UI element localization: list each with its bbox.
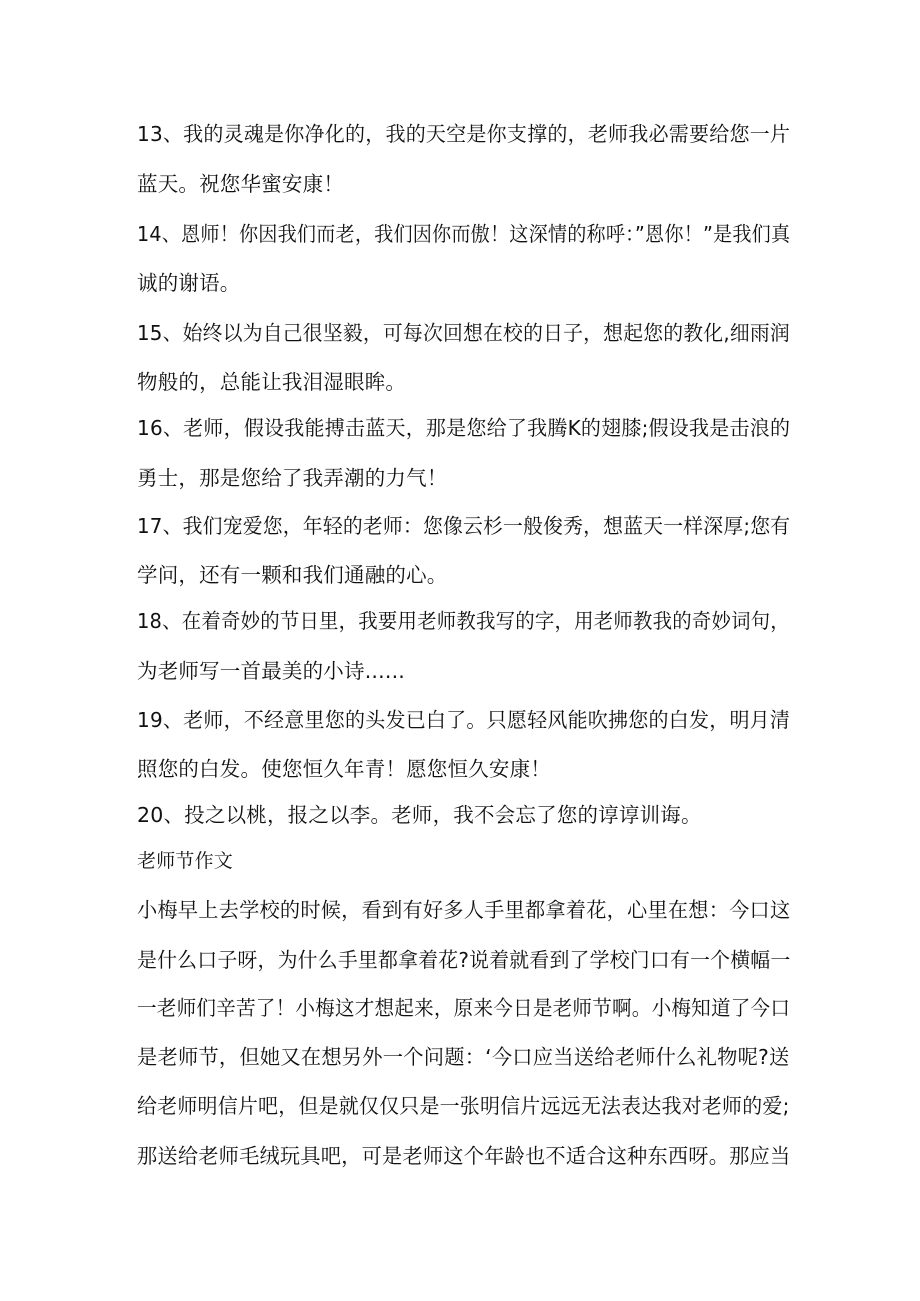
text-line: 勇士，那是您给了我弄潮的力气！ bbox=[137, 466, 448, 490]
text-line: 诚的谢语。 bbox=[137, 271, 241, 295]
text-line: 物般的，总能让我泪湿眼眸。 bbox=[137, 370, 407, 394]
text-line: 15、始终以为自己很坚毅，可每次回想在校的日子，想起您的教化,细雨润 bbox=[137, 321, 790, 345]
text-line: 给老师明信片吧，但是就仅仅只是一张明信片远远无法表达我对老师的爱; bbox=[137, 1094, 790, 1118]
text-line: 是老师节，但她又在想另外一个问题：‘今口应当送给老师什么礼物呢?送 bbox=[137, 1045, 790, 1069]
text-line: 一老师们辛苦了！小梅这才想起来，原来今日是老师节啊。小梅知道了今口 bbox=[137, 996, 791, 1020]
text-line: 蓝天。祝您华蜜安康！ bbox=[137, 172, 344, 196]
section-heading: 老师节作文 bbox=[137, 850, 234, 872]
text-line: 20、投之以桃，报之以李。老师，我不会忘了您的谆谆训诲。 bbox=[137, 803, 702, 827]
text-line: 14、恩师！你因我们而老，我们因你而傲！这深情的称呼：”恩你！”是我们真 bbox=[137, 222, 791, 246]
text-line: 小梅早上去学校的时候，看到有好多人手里都拿着花，心里在想：今口这 bbox=[137, 898, 791, 922]
text-line: 照您的白发。使您恒久年青！愿您恒久安康！ bbox=[137, 757, 551, 781]
text-line: 17、我们宠爱您，年轻的老师：您像云杉一般俊秀，想蓝天一样深厚;您有 bbox=[137, 514, 791, 538]
text-line: 18、在着奇妙的节日里，我要用老师教我写的字，用老师教我的奇妙词句， bbox=[137, 609, 790, 633]
text-line: 为老师写一首最美的小诗...... bbox=[137, 659, 405, 683]
text-line: 16、老师，假设我能搏击蓝天，那是您给了我腾K的翅膝;假设我是击浪的 bbox=[137, 416, 791, 440]
text-line: 那送给老师毛绒玩具吧，可是老师这个年龄也不适合这种东西呀。那应当 bbox=[137, 1144, 791, 1168]
text-line: 19、老师，不经意里您的头发已白了。只愿轻风能吹拂您的白发，明月清 bbox=[137, 708, 791, 732]
text-line: 13、我的灵魂是你净化的，我的天空是你支撑的，老师我必需要给您一片 bbox=[137, 122, 791, 146]
text-line: 学问，还有一颗和我们通融的心。 bbox=[137, 563, 448, 587]
text-line: 是什么口子呀，为什么手里都拿着花?说着就看到了学校门口有一个横幅一 bbox=[137, 948, 791, 972]
